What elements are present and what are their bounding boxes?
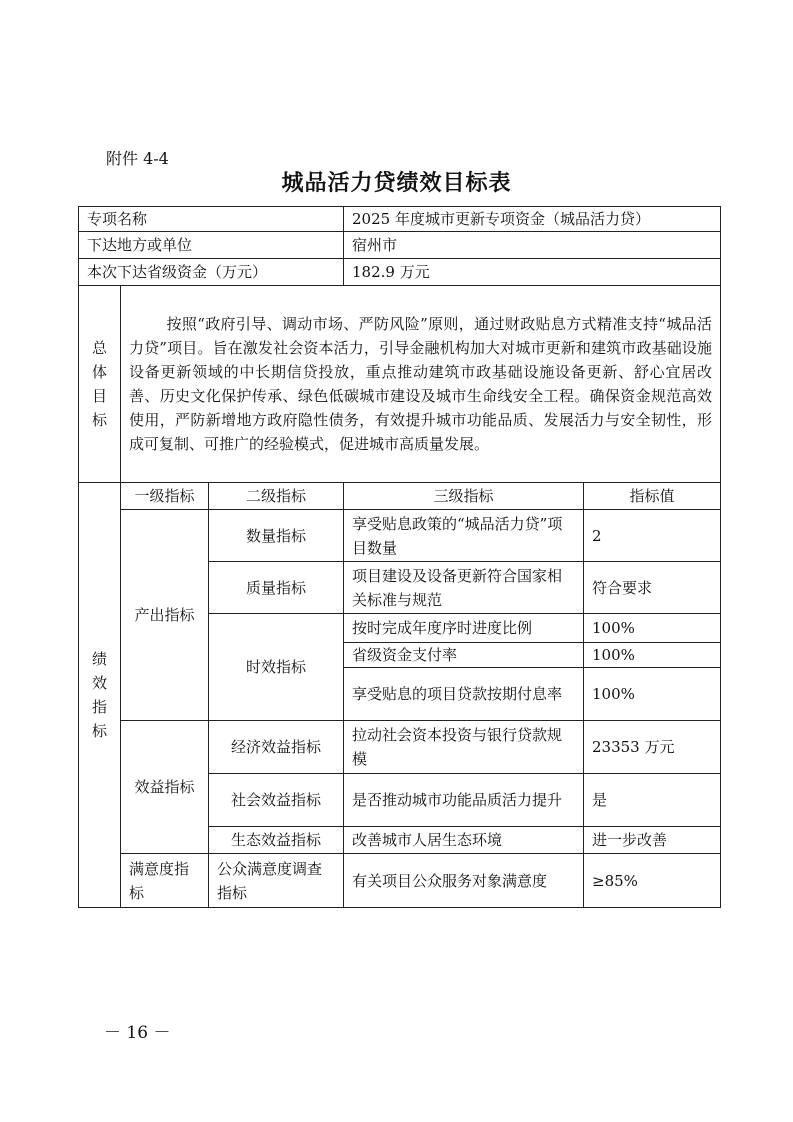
header-level1: 一级指标 bbox=[121, 483, 209, 510]
public-satisfaction-value: ≥85% bbox=[584, 854, 721, 908]
project-name-value: 2025 年度城市更新专项资金（城品活力贷） bbox=[344, 207, 721, 232]
attachment-label: 附件 4-4 bbox=[106, 149, 169, 168]
performance-indicator-label: 绩效指标 bbox=[79, 483, 121, 908]
overall-goal-text: 按照“政府引导、调动市场、严防风险”原则，通过财政贴息方式精准支持“城品活力贷”项目。旨在激发社会资本活力，引导金融机构加大对城市更新和建筑市政基础设施设备更新领域的中长期信贷投放，重点推动建筑市政基础设施设备更新、舒心宜居改善、历史文化保护传承、绿色低碳城市建设及城市生命线安全工程。确保资金规范高效使用，严防新增地方政府隐性债务，有效提升城市功能品质、发展活力与安全韧性，形成可复制、可推广的经验模式，促进城市高质量发展。 bbox=[121, 286, 721, 483]
social-value: 是 bbox=[584, 774, 721, 827]
eco-item: 改善城市人居生态环境 bbox=[344, 827, 584, 854]
timeliness-item: 享受贴息的项目贷款按期付息率 bbox=[344, 668, 584, 721]
table-row bbox=[79, 483, 721, 510]
quality-value: 符合要求 bbox=[584, 562, 721, 614]
timeliness-item: 按时完成年度序时进度比例 bbox=[344, 614, 584, 643]
page-title: 城品活力贷绩效目标表 bbox=[281, 170, 512, 196]
table-row bbox=[79, 232, 721, 259]
funds-label: 本次下达省级资金（万元） bbox=[79, 259, 344, 286]
table-row bbox=[79, 854, 721, 908]
public-satisfaction-label: 公众满意度调查指标 bbox=[209, 854, 344, 908]
project-name-label: 专项名称 bbox=[79, 207, 344, 232]
economic-item: 拉动社会资本投资与银行贷款规模 bbox=[344, 721, 584, 774]
overall-goal-label: 总体目标 bbox=[79, 286, 121, 483]
timeliness-item: 省级资金支付率 bbox=[344, 643, 584, 668]
timeliness-value: 100% bbox=[584, 614, 721, 643]
header-level2: 二级指标 bbox=[209, 483, 344, 510]
public-satisfaction-item: 有关项目公众服务对象满意度 bbox=[344, 854, 584, 908]
table-row bbox=[79, 721, 721, 774]
eco-indicator-label: 生态效益指标 bbox=[209, 827, 344, 854]
timeliness-indicator-label: 时效指标 bbox=[209, 614, 344, 721]
table-row bbox=[79, 510, 721, 562]
quantity-item: 享受贴息政策的“城品活力贷”项目数量 bbox=[344, 510, 584, 562]
output-indicator-label: 产出指标 bbox=[121, 510, 209, 721]
social-item: 是否推动城市功能品质活力提升 bbox=[344, 774, 584, 827]
unit-value: 宿州市 bbox=[344, 232, 721, 259]
eco-value: 进一步改善 bbox=[584, 827, 721, 854]
table-row bbox=[79, 286, 721, 483]
quality-indicator-label: 质量指标 bbox=[209, 562, 344, 614]
performance-target-table bbox=[78, 206, 721, 908]
header-value: 指标值 bbox=[584, 483, 721, 510]
quantity-indicator-label: 数量指标 bbox=[209, 510, 344, 562]
unit-label: 下达地方或单位 bbox=[79, 232, 344, 259]
quality-item: 项目建设及设备更新符合国家相关标准与规范 bbox=[344, 562, 584, 614]
economic-indicator-label: 经济效益指标 bbox=[209, 721, 344, 774]
funds-value: 182.9 万元 bbox=[344, 259, 721, 286]
timeliness-value: 100% bbox=[584, 643, 721, 668]
social-indicator-label: 社会效益指标 bbox=[209, 774, 344, 827]
header-level3: 三级指标 bbox=[344, 483, 584, 510]
timeliness-value: 100% bbox=[584, 668, 721, 721]
quantity-value: 2 bbox=[584, 510, 721, 562]
page-number: － 16 － bbox=[104, 1023, 171, 1043]
economic-value: 23353 万元 bbox=[584, 721, 721, 774]
benefit-indicator-label: 效益指标 bbox=[121, 721, 209, 854]
table-row bbox=[79, 259, 721, 286]
satisfaction-indicator-label: 满意度指标 bbox=[121, 854, 209, 908]
table-row bbox=[79, 207, 721, 232]
